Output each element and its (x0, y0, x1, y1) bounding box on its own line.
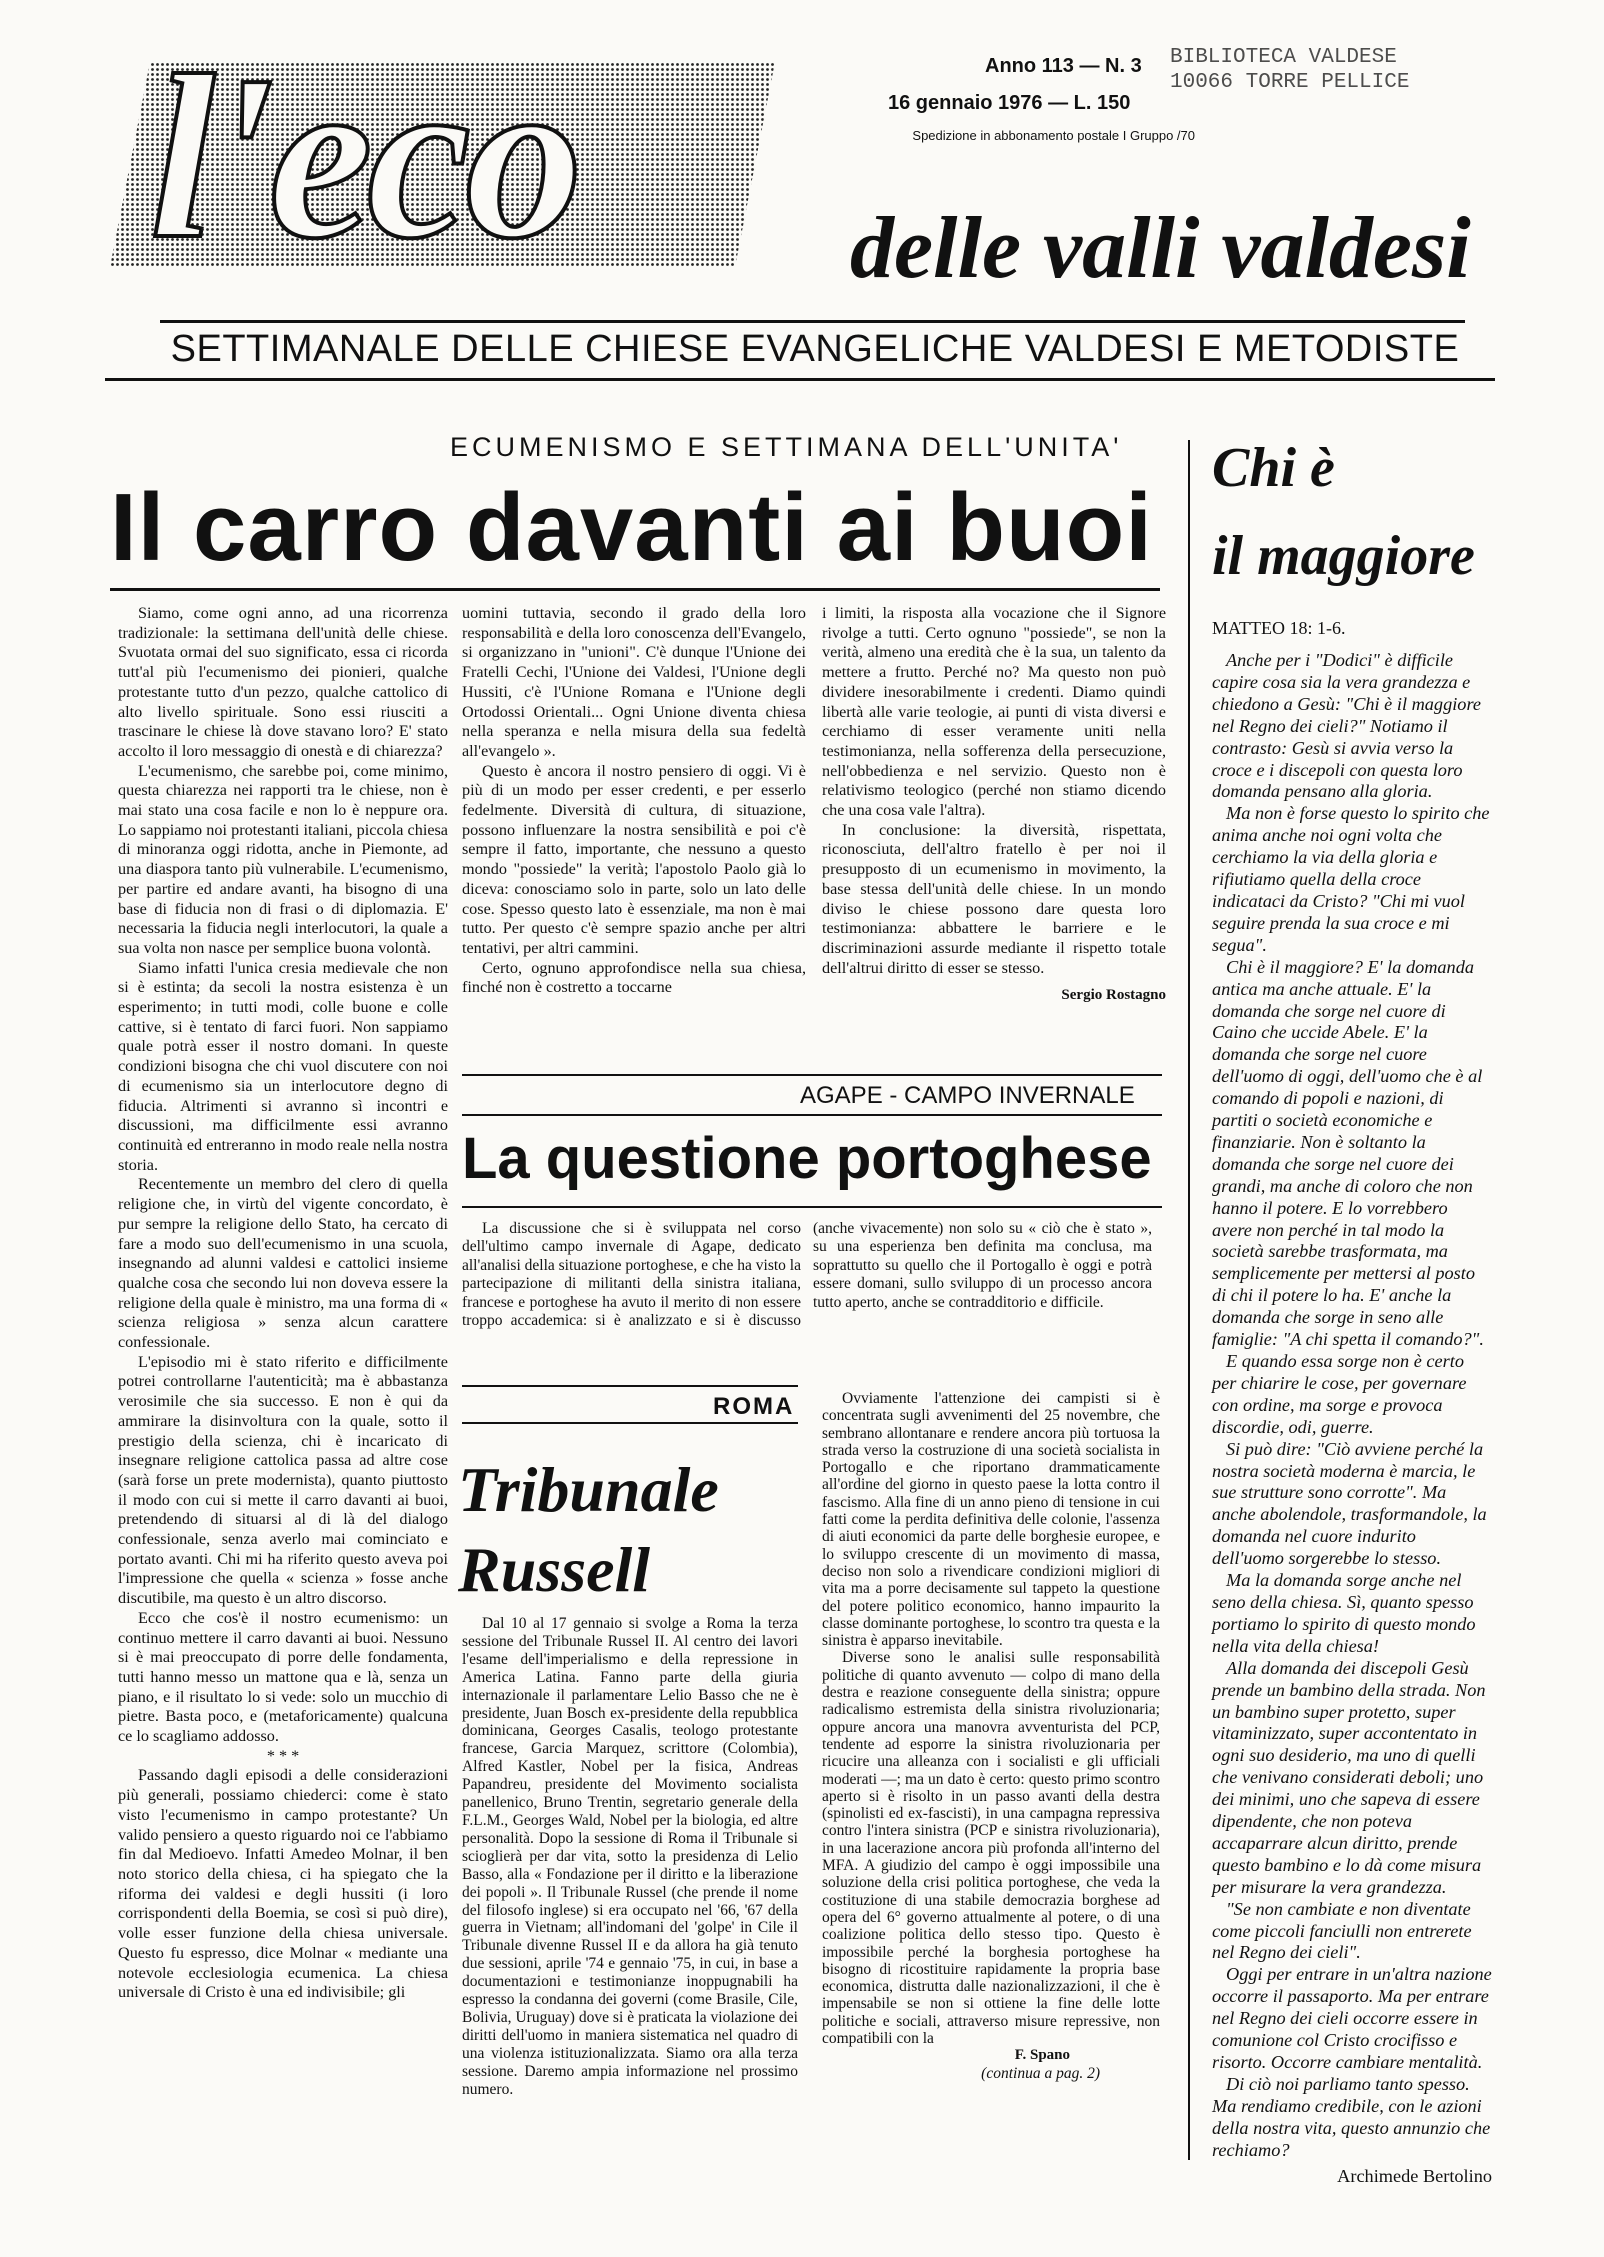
agape-rule-bottom (462, 1114, 1162, 1116)
russell-title-line-1: Tribunale (458, 1454, 719, 1525)
roma-rule-top (462, 1385, 798, 1387)
paragraph: Ecco che cos'è il nostro ecumenismo: un continuo mettere il carro davanti ai buoi. Nessuno si è mai preoccupato di porre delle fondamenta, tutti hanno messo un mattone qua e là, senza un piano, e il risultato lo si vede: solo un mucchio di pietre. Basta poco, e (metaforicamente) qualcuna ce lo scagliamo addosso. (118, 1608, 448, 1746)
second-headline-rule (462, 1206, 1162, 1208)
paragraph: i limiti, la risposta alla vocazione che il Signore rivolge a tutti. Certo ognuno "possiede", se non la verità, almeno una eredità che è la sua, un talento da mettere a frutto. Perché no? Ma questo non può dividere inesorabilmente i credenti. Diamo quindi libertà alle varie teologie, ai punti di vista diversi e cerchiamo di esser veramente uniti nella testimonianza, nella sofferenza della persecuzione, nell'obbedienza e nel servizio. Questo non è relativismo teologico (perché non stiamo dicendo che una cosa vale l'altra). (822, 604, 1166, 820)
lead-headline: Il carro davanti ai buoi (110, 474, 1153, 581)
paragraph: "Se non cambiate e non diventate come piccoli fanciulli non entrerete nel Regno dei cieli". (1212, 1898, 1472, 1963)
lead-column-2 (462, 604, 806, 998)
second-headline: La questione portoghese (462, 1126, 1152, 1191)
stamp-line-1: BIBLIOTECA VALDESE (1170, 46, 1397, 69)
tagline-bottom-rule (105, 378, 1495, 381)
paragraph: Certo, ognuno approfondisce nella sua chiesa, finché non è costretto a toccarne (462, 958, 806, 997)
sidebar-signature: Archimede Bertolino (1337, 2165, 1492, 2186)
masthead-logo: l'eco (150, 27, 577, 287)
sidebar-body (1212, 650, 1492, 2187)
lead-signature: Sergio Rostagno (1061, 987, 1166, 1004)
issue-date-price: 16 gennaio 1976 — L. 150 (888, 92, 1131, 114)
second-kicker: AGAPE - CAMPO INVERNALE (800, 1082, 1135, 1109)
sidebar-title-line-1: Chi è (1212, 437, 1335, 499)
agape-rule-top (462, 1074, 1162, 1076)
continued-note: (continua a pag. 2) (981, 2064, 1100, 2082)
postal-note: Spedizione in abbonamento postale I Gruppo /70 (912, 128, 1195, 143)
paragraph: Si può dire: "Ciò avviene perché la nostra società moderna è marcia, le sue strutture sono corrotte". Ma anche abolendole, trasformandole, la domanda nel cuore indurito dell'uomo sorgerebbe lo stesso. (1212, 1438, 1487, 1569)
paragraph: Questo è ancora il nostro pensiero di oggi. Vi è più di un modo per esser credenti, e per esserlo fedelmente. Diversità di cultura, di situazione, possono influenzare la nostra sensibilità e poi c'è sempre il fatto, importante, che nessuno a questo mondo "possiede" la verità; l'apostolo Paolo già lo diceva: conosciamo solo in parte, solo un lato delle cose. Spesso questo lato è essenziale, ma non è mai tutto. Per questo c'è sempre spazio anche per altri tentativi, per altri cammini. (462, 761, 806, 957)
russell-kicker: ROMA (713, 1393, 795, 1420)
section-break: * * * (266, 1746, 300, 1765)
paragraph: uomini tuttavia, secondo il grado della loro responsabilità e della loro conoscenza dell'Evangelo, si organizzano in "unioni". C'è dunque l'Unione dei Fratelli Cechi, l'Unione dei Valdesi, l'Unione degli Hussiti, c'è l'Unione Romana e l'Unione degli Ortodossi Orientali... Ogni Unione diventa chiesa nella speranza e nella misura della sua fedeltà all'evangelo ». (462, 604, 806, 760)
roma-rule-bottom (462, 1422, 798, 1424)
paragraph: Siamo, come ogni anno, ad una ricorrenza tradizionale: la settimana dell'unità delle chiese. Svuotata ormai del suo significato, essa ci ricorda tutt'al più l'ecumenismo dei pionieri, qualche protestante tutto d'un pezzo, qualche cattolico di alto livello spirituale. Sono essi riusciti a trascinare le chiese là dove stavano loro? E' stato accolto il loro messaggio di onestà e di chiarezza? (118, 604, 448, 760)
paragraph: Siamo infatti l'unica cresia medievale che non si è estinta; da secoli la nostra esistenza è un esperimento; in tutti modi, colle buone e colle cattive, si è tentato di farci fuori. Non sappiamo quale potrà esser il nostro domani. In queste condizioni bisogna che chi vuol discutere con noi di ecumenismo sia un interlocutore degno di fiducia. Altrimenti si avranno sì incontri e discussioni, ma difficilmente essi avranno continuità ed entreranno in modo reale nella nostra storia. (118, 958, 448, 1174)
sidebar-reference: MATTEO 18: 1-6. (1212, 618, 1346, 638)
paragraph: Ma non è forse questo lo spirito che anima anche noi ogni volta che cerchiamo la via della gloria e rifiutiamo quella della croce indicataci da Cristo? "Chi mi vuol seguire prenda la sua croce e mi segua". (1212, 803, 1490, 955)
paragraph: Di ciò noi parliamo tanto spesso. Ma rendiamo credibile, con le azioni della nostra vita, questo annunzio che rechiamo? (1212, 2073, 1491, 2160)
paragraph: Dal 10 al 17 gennaio si svolge a Roma la terza sessione del Tribunale Russel II. Al centro dei lavori l'esame dell'imperialismo e della repressione in America Latina. Fanno parte della giuria internazionale il parlamentare Lelio Basso che ne è presidente, Juan Bosch ex-presidente della repubblica dominicana, Georges Casalis, teologo protestante francese, Garcia Marquez, scrittore (Colombia), Alfred Kastler, Nobel per la fisica, Andreas Papandreu, presidente del Movimento socialista panellenico, Bruno Trentin, segretario generale della F.L.M., Georges Wald, Nobel per la biologia, ed altre personalità. Dopo la sessione di Roma il Tribunale si scioglierà per dar vita, sotto la presidenza di Lelio Basso, alla « Fondazione per il diritto e la liberazione dei popoli ». Il Tribunale Russel (che prende il nome del filosofo inglese) si era occupato nel '66, '67 della guerra in Vietnam; all'indomani del 'golpe' in Cile il Tribunale divenne Russel II e da allora ha già tenuto due sessioni, aprile '74 e gennaio '75, in cui, in base a documentazioni e testimonianze inoppugnabili ha espresso la condanna dei governi (come Brasile, Cile, Bolivia, Uruguay) dove si è praticata la violazione dei diritti dell'uomo in maniera sistematica nel quadro di una violenza istituzionalizzata. Siamo ora alla terza sessione. Daremo ampia informazione nel prossimo numero. (462, 1615, 798, 2098)
stamp-line-2: 10066 TORRE PELLICE (1170, 71, 1410, 95)
paragraph: Alla domanda dei discepoli Gesù prende un bambino della strada. Non un bambino super protetto, super vitaminizzato, super accontentato in ogni suo desiderio, ma uno di quelli che venivano considerati deboli; uno dei minimi, uno che sapeva di essere dipendente, che non poteva accaparrare alcun diritto, prende questo bambino e lo dà come misura per misurare la vera grandezza. (1212, 1657, 1486, 1897)
paragraph: In conclusione: la diversità, rispettata, riconosciuta, dell'altro fratello è per noi il presupposto di un ecumenismo in movimento, la base stessa dell'unità delle chiese. In un mondo diviso le chiese possono dare questa loro testimonianza: abbattere le barriere e le discriminazioni assurde mediante il rispetto totale dell'altrui diritto di esser se stesso. (822, 820, 1166, 977)
library-stamp (1170, 45, 1409, 95)
sidebar-title-line-2: il maggiore (1212, 525, 1475, 587)
second-body (822, 1390, 1160, 2082)
masthead-tagline: SETTIMANALE DELLE CHIESE EVANGELICHE VALDESI E METODISTE (170, 328, 1460, 370)
paragraph: Oggi per entrare in un'altra nazione occorre il passaporto. Ma per entrare nel Regno dei cieli occorre essere in comunione col Cristo crocifisso e risorto. Occorre cambiare mentalità. (1212, 1964, 1492, 2072)
paragraph: La discussione che si è sviluppata nel corso dell'ultimo campo invernale di Agape, dedicato all'analisi della situazione portoghese, e che ha visto la partecipazione di militanti della sinistra italiana, francese e portoghese ha avuto il merito di non essere troppo accademica: si è analizzato e si è discusso (anche vivacemente) non solo su « ciò che è stato », su una esperienza ben definita ma conclusa, ma soprattutto su quello che il Portogallo è oggi e potrà essere domani, sullo sviluppo di un processo ancora tutto aperto, anche se contradditorio e difficile. (462, 1220, 1152, 1330)
paragraph: L'episodio mi è stato riferito e difficilmente potrei controllarne l'autenticità; ma è abbastanza verosimile che sia successo. E non è qui da ammirare la disinvoltura con la quale, sotto il prestigio della scienza, chi è incaricato di insegnare religione cattolica passa ad altre cose (sarà forse un prete modernista), quanto piuttosto il modo con cui si mette il carro davanti ai buoi, pretendendo di situarsi al di là del dialogo confessionale, senza averlo mai cominciato e portato avanti. Chi mi ha riferito questo aveva poi l'impressione che quella « scienza » fosse anche discutibile, ma questo è un altro discorso. (118, 1352, 448, 1608)
tagline-top-rule (160, 320, 1465, 323)
paragraph: Anche per i "Dodici" è difficile capire cosa sia la vera grandezza e chiedono a Gesù: "Chi è il maggiore nel Regno dei cieli?" Notiamo il contrasto: Gesù si avvia verso la croce e i discepoli con questa loro domanda pensano alla gloria. (1212, 650, 1481, 802)
paragraph: E quando essa sorge non è certo per chiarire le cose, per governare con ordine, ma sorge e provoca discordie, odi, guerre. (1212, 1351, 1467, 1437)
paragraph: L'ecumenismo, che sarebbe poi, come minimo, questa chiarezza nei rapporti tra le chiese, non è mai stato una cosa facile e non lo è neppure ora. Lo sappiamo noi protestanti italiani, piccola chiesa di minoranza oggi ridotta, anche in Piemonte, ad una diaspora tanto più vulnerabile. L'ecumenismo, per partire ed andare avanti, ha bisogno di una base di fiducia non di frasi o di diplomazia. E' necessaria la fiducia negli interlocutori, la quale a sua volta non nasce per semplice buona volontà. (118, 761, 448, 957)
headline-rule (110, 588, 1160, 591)
second-intro (462, 1220, 1152, 1330)
paragraph: Ovviamente l'attenzione dei campisti si è concentrata sugli avvenimenti del 25 novembre, che sembrano allontanare e rendere ancora più tortuosa la strada verso la costruzione di una società socialista in Portogallo e che riportano drammaticamente all'ordine del giorno in questo paese la lotta contro il fascismo. Alla fine di un anno pieno di tensione in cui fatti come la perdita definitiva delle colonie, l'assenza di aiuti economici da parte delle borghesie europee, e lo sviluppo crescente di un movimento di massa, deciso non solo a rivendicare condizioni migliori di vita ma a porre decisamente sul tappeto la questione del potere politico economico, hanno impaurito la classe dominante portoghese, lo scontro tra questa e la sinistra è apparso inevitabile. (822, 1390, 1160, 1650)
russell-body (462, 1615, 798, 2098)
paragraph: Chi è il maggiore? E' la domanda antica ma anche attuale. E' la domanda che sorge nel cuore di Caino che uccide Abele. E' la domanda che sorge nel cuore dell'uomo di oggi, dell'uomo che è al comando di popoli e nazioni, di partiti o società economiche e finanziarie. Non è soltanto la domanda che sorge nel cuore dei grandi, ma anche di coloro che non hanno il potere. E lo vorrebbero avere non perché in tal modo la società sarebbe trasformata, ma semplicemente per mettersi al posto di chi il potere lo ha. E' anche la domanda che sorge in seno alle famiglie: "A chi spetta il comando?". (1212, 956, 1484, 1350)
russell-title (458, 1450, 719, 1610)
paragraph: Recentemente un membro del clero di quella religione che, in virtù del vigente concordato, è pur sempre la religione dello Stato, ha cercato di fare a modo suo dell'ecumenismo in una scuola, insegnando ad alunni valdesi e cattolici insieme qualche cosa che secondo lui non doveva essere la religione della quale è ministro, ma una forma di « scienza religiosa » senza alcun carattere confessionale. (118, 1175, 448, 1352)
second-signature: F. Spano (1014, 2047, 1070, 2064)
paragraph: Passando dagli episodi a delle considerazioni più generali, possiamo chiederci: come è stato visto l'ecumenismo in campo protestante? Un valido pensiero a questo riguardo noi ce l'abbiamo fin dal Medioevo. Infatti Amedeo Molnar, il ben noto storico della chiesa, ci ha spiegato che la riforma dei valdesi e degli hussiti (i loro corrispondenti della Boemia, se così si può dire), volle esser funzione della chiesa universale. Questo fu espresso, dice Molnar « mediante una notevole ecclesiologia ecumenica. La chiesa universale di Cristo è una ed indivisibile; gli (118, 1766, 448, 2002)
paragraph: Ma la domanda sorge anche nel seno della chiesa. Sì, quanto spesso portiamo lo spirito di questo mondo nella vita della chiesa! (1212, 1570, 1476, 1656)
lead-column-1 (118, 604, 448, 2003)
lead-column-3 (822, 604, 1166, 1006)
russell-title-line-2: Russell (458, 1534, 651, 1605)
column-divider (1188, 440, 1190, 2160)
lead-kicker: ECUMENISMO E SETTIMANA DELL'UNITA' (450, 432, 1123, 462)
masthead-subtitle: delle valli valdesi (850, 200, 1471, 297)
issue-number: Anno 113 — N. 3 (985, 55, 1142, 77)
paragraph: Diverse sono le analisi sulle responsabilità politiche di quanto avvenuto — colpo di mano della destra e reazione conseguente della sinistra; oppure radicalismo estremista della sinistra rivoluzionaria; oppure ancora una manovra avventurista del PCP, tendente ad esporre la sinistra rivoluzionaria per ricucire una alleanza con i socialisti e gli ufficiali moderati —; ma un dato è certo: questo primo scontro aperto si è risolto in un passo avanti della destra (spinolisti ed ex-fascisti), in una campagna repressiva contro l'intera sinistra (PCP e sinistra rivoluzionaria), in una lacerazione ancora più profonda all'interno del MFA. A giudizio del campo è oggi impossibile una soluzione della crisi politica portoghese, che veda la costituzione di una stabile democrazia borghese ad opera del 6° governo attualmente al potere, o di una coalizione politica dello stesso tipo. Questo è impossibile perché la borghesia portoghese ha bisogno di ricostituire rapidamente la propria base economica, distrutta dalle nazionalizzazioni, il che è impensabile se non si ottiene la fine delle lotte politiche e sociali, attraverso misure repressive, non compatibili con la (822, 1649, 1160, 2047)
